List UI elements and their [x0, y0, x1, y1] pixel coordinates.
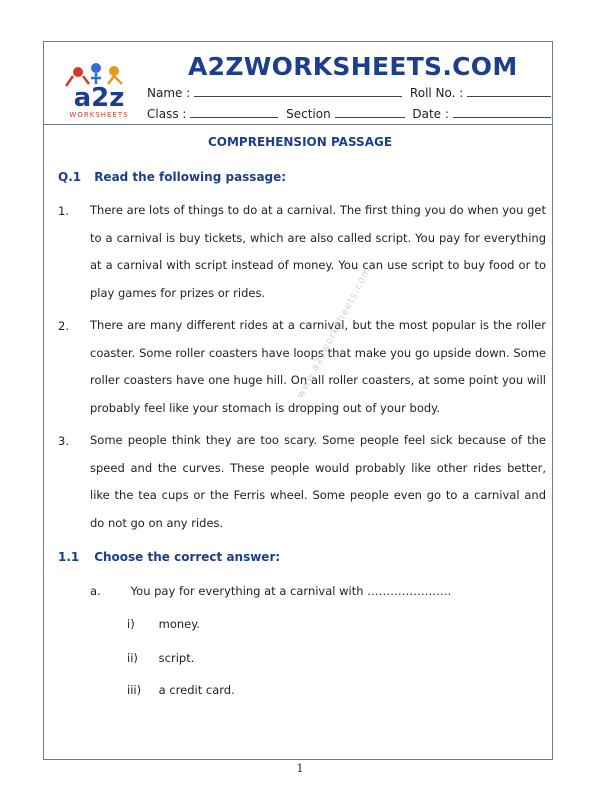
question-heading [58, 170, 286, 184]
passage-paragraph [58, 319, 546, 422]
option-numeral: ii) [127, 651, 138, 665]
header-divider [44, 124, 552, 125]
site-title: A2ZWORKSHEETS.COM [188, 52, 518, 81]
watermark: www.a2zworksheets.com [295, 264, 374, 401]
paragraph-number: 1. [58, 204, 69, 218]
paragraph-number: 3. [58, 434, 69, 448]
logo-figure-icon [109, 66, 119, 76]
option-text: money. [158, 617, 201, 631]
passage-paragraph [58, 204, 546, 307]
date-label: Date : [412, 107, 449, 121]
mcq-text: You pay for everything at a carnival with …………………. [130, 584, 452, 598]
logo-text: a2z [73, 83, 125, 113]
paragraph-text: There are many different rides at a carnival, but the most popular is the roller coaster. Some roller coasters have loops that make you go upside down. Some roller coasters have one huge hill. On all roller coasters, at some point you will probably feel like your stomach is dropping out of your body. [90, 318, 546, 415]
question-number: Q.1 [58, 170, 82, 184]
roll-field[interactable] [467, 85, 551, 97]
mcq-option[interactable] [127, 617, 200, 631]
class-label: Class : [147, 107, 187, 121]
page-number: 1 [296, 762, 304, 775]
option-text: script. [158, 651, 195, 665]
paragraph-text: There are lots of things to do at a carnival. The first thing you do when you get to a carnival is buy tickets, which are also called script. You pay for everything at a carnival with script instead of money. You can use script to buy food or to play games for prizes or rides. [90, 203, 546, 300]
name-field[interactable] [194, 85, 402, 97]
mcq-option[interactable] [127, 683, 235, 697]
subsection-title: Choose the correct answer: [94, 550, 281, 564]
name-label: Name : [147, 86, 191, 100]
section-field[interactable] [335, 106, 405, 118]
a2z-logo [56, 62, 142, 120]
option-numeral: iii) [127, 683, 142, 697]
logo-figure-icon [91, 63, 101, 73]
subsection-number: 1.1 [58, 550, 80, 564]
date-field[interactable] [453, 106, 551, 118]
roll-label: Roll No. : [409, 86, 464, 100]
subsection-heading [58, 550, 280, 564]
logo-subtext: WORKSHEETS [69, 111, 129, 119]
passage-paragraph [58, 434, 546, 537]
section-title: COMPREHENSION PASSAGE [207, 135, 393, 149]
paragraph-number: 2. [58, 319, 69, 333]
section-label: Section [286, 107, 331, 121]
class-section-date-row [147, 106, 551, 121]
name-roll-row [147, 85, 551, 100]
mcq-question [90, 584, 451, 598]
mcq-letter: a. [90, 584, 101, 598]
mcq-option[interactable] [127, 651, 194, 665]
option-numeral: i) [127, 617, 135, 631]
option-text: a credit card. [158, 683, 235, 697]
question-title: Read the following passage: [94, 170, 287, 184]
paragraph-text: Some people think they are too scary. Some people feel sick because of the speed and the curves. These people would probably like other rides better, like the tea cups or the Ferris wheel. Some people even go to a carnival and do not go on any rides. [90, 433, 546, 530]
class-field[interactable] [190, 106, 278, 118]
logo-figure-icon [73, 67, 83, 77]
